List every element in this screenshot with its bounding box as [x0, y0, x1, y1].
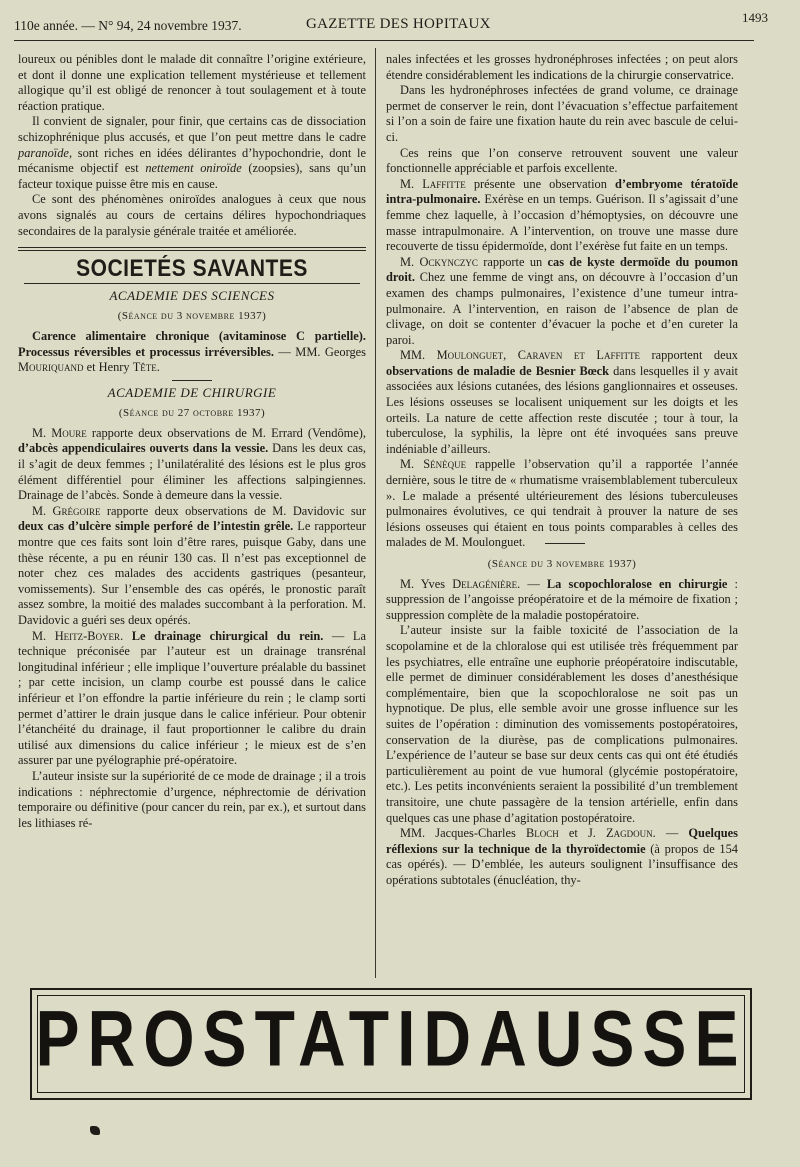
article-entry: MM. Jacques-Charles Bloch et J. Zagdoun. — Quelques réflexions sur la technique de la thyroïdectomie (à propos de 154 cas opérés). — D’emblée, les auteurs soulignent l’insuffisance des opérations subtotales (énucléation, thy- — [386, 826, 739, 887]
academy-heading: ACADEMIE DE CHIRURGIE — [107, 384, 277, 400]
paragraph: nales infectées et les grosses hydronéphroses infectées ; on peut alors étendre considérablement les indications de la chirurgie conservatrice. — [386, 52, 738, 82]
divider — [24, 283, 360, 284]
session-date: (Séance du 3 novembre 1937) — [117, 310, 267, 323]
article-entry: Carence alimentaire chronique (avitaminose C partielle). Processus réversibles et processus irréversibles. — MM. Georges Mouriquand et Henry Tête. — [18, 328, 366, 375]
academy-heading: ACADEMIE DES SCIENCES — [109, 287, 275, 303]
session-date: (Séance du 3 novembre 1937) — [487, 558, 637, 570]
divider — [172, 380, 212, 381]
paragraph: Il convient de signaler, pour finir, que certains cas de dissociation schizophrénique plus accusés, et que l’on peut mettre dans le cadre paranoïde, sont riches en idées délirantes d’hypochondrie, dont le mécanisme objectif est nettement oniroïde (zoopsies), sans qu’un facteur toxique puisse être mis en cause. — [18, 114, 367, 191]
right-column — [386, 52, 738, 888]
section-title: SOCIETÉS SAVANTES — [76, 255, 308, 282]
paragraph: L’auteur insiste sur la supériorité de ce mode de drainage ; il a trois indications : néphrectomie d’urgence, néphrectomie de dérivation temporaire ou définitive (pour cancer du rein, par ex.), et surtout dans les lithiases ré- — [18, 768, 366, 830]
ink-mark — [90, 1126, 100, 1135]
advertisement-box — [30, 988, 752, 1100]
article-entry: M. Grégoire rapporte deux observations de M. Davidovic sur deux cas d’ulcère simple perforé de l’intestin grêle. Le rapporteur montre que ces faits sont loin d’être rares, puisque Gaby, dans une thèse récente, a pu en réunir 130 cas. Il n’est pas exceptionnel de noter chez ces malades des accidents gastriques (pesanteur, vomissements). Sur l’ensemble des cas opérés, le pronostic paraît assez sombre, la moitié des malades succombant à la perforation. M. Davidovic a guéri ses deux opérés. — [18, 503, 367, 627]
session-date: (Séance du 27 octobre 1937) — [118, 407, 266, 420]
article-entry: M. Heitz-Boyer. Le drainage chirurgical du rein. — La technique préconisée par l’auteur est un drainage transrénal longitudinal inférieur ; elle implique l’ouverture préalable du bassinet ; par cette incision, un clamp courbe est poussé dans le calice inférieur et l’on effondre la partie inférieure du rein ; le clamp sorti permet d’attirer le drain jusque dans le calice inférieur. Pour obtenir l’étanchéité du drainage, il faut proportionner le calibre du drain utilisé aux dimensions du calice inférieur ; le mieux est de s’en assurer par une pyélographie pré-opératoire. — [18, 628, 367, 768]
paragraph: L’auteur insiste sur la faible toxicité de l’association de la scopolamine et de la chloralose qui est utilisée très fréquemment par les psychiatres, elle entraîne une euphorie préopératoire indiscutable, elle permet de diminuer considérablement les doses d’anesthésique complémentaire, bien que la scopochloralose ne soit pas un hypnotique. De plus, elle semble avoir une grosse influence sur les suites de l’opération : diminution des vomissements postopératoires, conservation de la diurèse, pas de complications pulmonaires. L’expérience de l’auteur se base sur deux cents cas qui ont été étudiés particulièrement au point de vue humoral (glycémie postopératoire, etc.). Les petits inconvénients seraient la possibilité d’un tremblement transitoire, une chute passagère de la tension artérielle, enfin dans quelques cas une phase d’agitation postopératoire. — [386, 623, 738, 825]
year-label: 110e année. — [14, 18, 78, 33]
column-divider — [375, 48, 376, 978]
article-entry: M. Moure rapporte deux observations de M. Errard (Vendôme), d’abcès appendiculaires ouverts dans la vessie. Dans les deux cas, il s’agit de deux femmes ; l’unilatéralité des lésions est le plus gros élément différentiel pour éliminer les affections salpingiennes. Drainage de l’abcès. Sonde à demeure dans la vessie. — [18, 425, 367, 503]
page-number: 1493 — [742, 10, 768, 25]
paragraph: loureux ou pénibles dont le malade dit connaître l’origine extérieure, et dont il donne une explication tellement mystérieuse et tellement allogique qu’il est obligé de renoncer à tout soulagement et à toute réaction pratique. — [18, 52, 366, 113]
article-entry: M. Ockynczyc rapporte un cas de kyste dermoïde du poumon droit. Chez une femme de vingt ans, on découvre à l’occasion d’un examen des champs pulmonaires, l’existence d’une tumeur intra-pulmonaire. A l’intervention, en raison de l’absence de plan de clivage, on doit se contenter d’évacuer la poche et d’en cureter la paroi. — [386, 254, 738, 347]
paragraph: Ce sont des phénomènes oniroïdes analogues à ceux que nous avons signalés au cours de certains délires hypochondriaques secondaires de la paralysie générale traitée et améliorée. — [18, 192, 366, 238]
advertisement-text: PROSTATIDAUSSE — [35, 993, 747, 1083]
article-entry: MM. Moulonguet, Caraven et Laffitte rapportent deux observations de maladie de Besnier Bœck dans lesquelles il y avait associées aux lésions cutanées, des lésions ganglionnaires et osseuses. Les lésions osseuses se localisent uniquement sur les doigts et les orteils. La nature de cette affection reste discutée ; tour à tour, la tuberculose, la syphilis, la lèpre ont été invoquées sans preuve indéniable d’ailleurs. — [386, 348, 738, 456]
article-entry: M. Yves Delagénière. — La scopochloralose en chirurgie : suppression de l’angoisse préopératoire et de la mémoire de fixation ; suppression complète de la maladie postopératoire. — [386, 576, 738, 622]
divider — [545, 543, 585, 544]
paragraph: Dans les hydronéphroses infectées de grand volume, ce drainage permet de conserver le rein, dont l’évacuation s’effectue parfaitement si l’on a soin de faire une fixation haute du rein avec bascule de celui-ci. — [386, 83, 738, 144]
page-header — [14, 10, 786, 44]
issue-info — [14, 18, 242, 34]
left-column — [18, 52, 366, 831]
issue-number: — N° 94, 24 novembre 1937. — [81, 18, 242, 33]
header-rule — [14, 40, 754, 41]
journal-title: GAZETTE DES HOPITAUX — [306, 16, 491, 32]
section-rule — [18, 247, 366, 251]
article-entry: M. Sénèque rappelle l’observation qu’il a rapportée l’année dernière, sous le titre de « rhumatisme vraisemblablement tuberculeux ». Le malade a présenté ultérieurement des lésions tuberculeuses pulmonaires évolutives, ce qui tendrait à prouver la nature de ses lésions osseuses qui étaient en tous points comparables à celles des malades de M. Moulonguet. — [386, 457, 738, 550]
article-entry: M. Laffitte présente une observation d’embryome tératoïde intra-pulmonaire. Exérèse en un temps. Guérison. Il s’agissait d’une femme chez laquelle, à l’occasion d’hémoptysies, on découvre une masse intrapulmonaire. A l’intervention, on trouve une masse dure recouverte de tissu épidermoïde, dont l’exérèse fut faite en un temps. — [386, 176, 738, 254]
paragraph: Ces reins que l’on conserve retrouvent souvent une valeur fonctionnelle appréciable et parfois excellente. — [386, 145, 738, 176]
